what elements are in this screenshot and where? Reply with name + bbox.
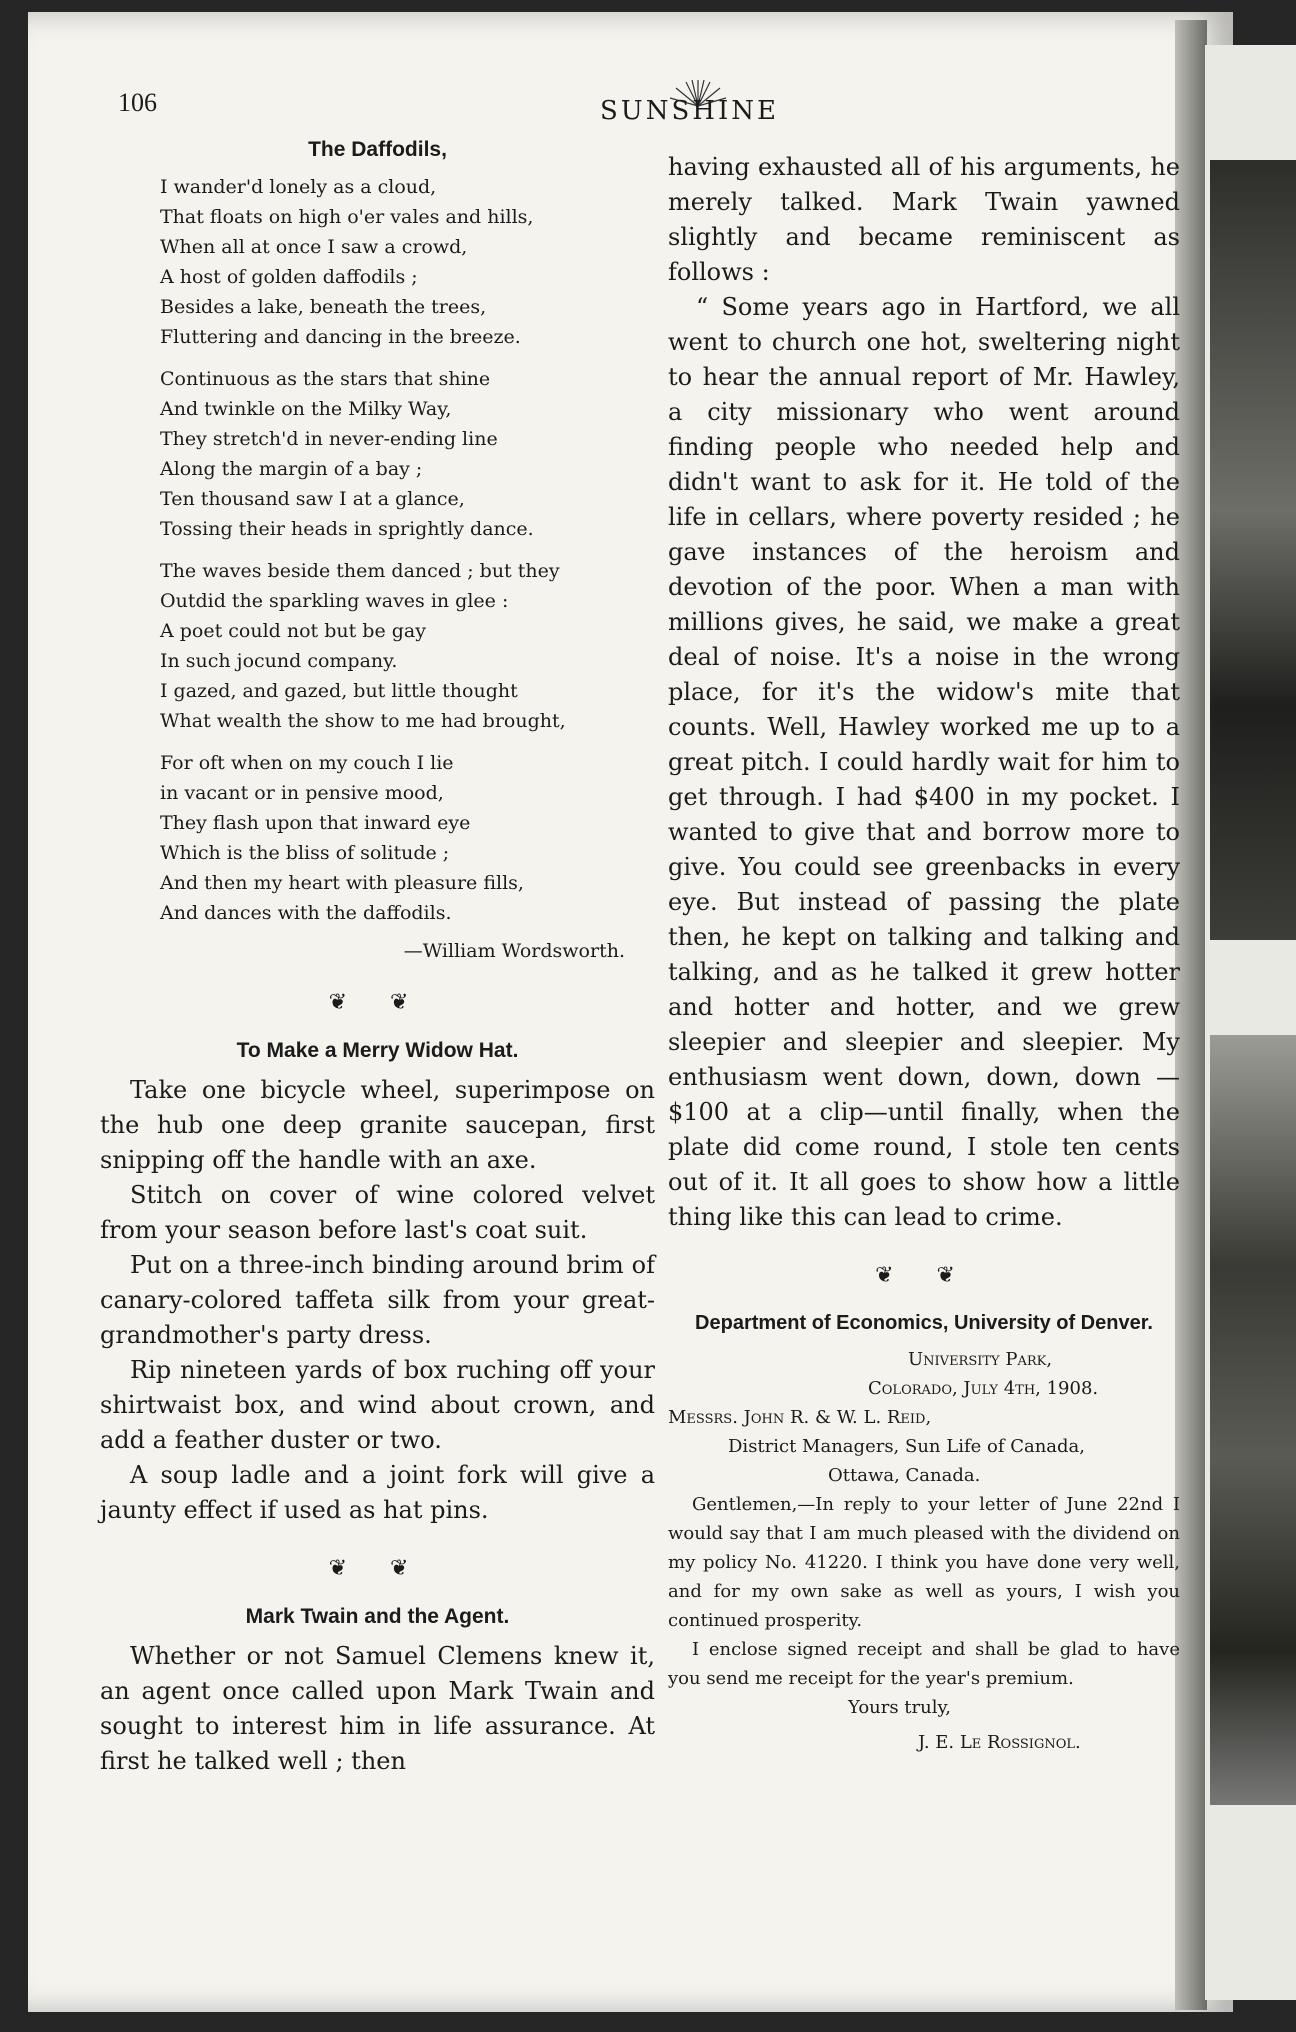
paragraph: I enclose signed receipt and shall be glad to have you send me receipt for the year's premium. [668,1639,1180,1689]
letter-body [668,1490,1180,1693]
letter-signature: J. E. Le Rossignol. [918,1732,1081,1753]
page-number: 106 [118,88,157,117]
facing-photo-bottom [1210,1035,1296,1805]
poem-line: I wander'd lonely as a cloud, [160,176,437,198]
section-ornament: ❦ ❦ [328,990,427,1015]
poem-line: The waves beside them danced ; but they [160,560,560,582]
poem-line: That floats on high o'er vales and hills, [160,206,534,228]
poem-line: Fluttering and dancing in the breeze. [160,326,521,348]
widow-hat-body [100,1073,655,1528]
paragraph: Rip nineteen yards of box ruching off your shirtwaist box, and wind about crown, and add a feather duster or two. [100,1356,655,1454]
poem-line: A poet could not but be gay [160,620,426,642]
section-ornament: ❦ ❦ [328,1556,427,1581]
poem-line: Outdid the sparkling waves in glee : [160,590,509,612]
poem-attribution: —William Wordsworth. [403,940,625,962]
poem-line: They stretch'd in never-ending line [160,428,498,450]
poem-line: And then my heart with pleasure fills, [160,872,524,894]
letter-recipient-city: Ottawa, Canada. [828,1465,981,1486]
letter-closing: Yours truly, [848,1697,951,1718]
poem-line: When all at once I saw a crowd, [160,236,468,258]
poem-line: I gazed, and gazed, but little thought [160,680,518,702]
poem-line: In such jocund company. [160,650,398,672]
poem-line: Which is the bliss of solitude ; [160,842,450,864]
mark-twain-title: Mark Twain and the Agent. [245,1605,510,1628]
paragraph: Stitch on cover of wine colored velvet from your season before last's coat suit. [100,1181,655,1244]
paragraph: Gentlemen,—In reply to your letter of June 22nd I would say that I am much pleased with the dividend on my policy No. 41220. I think you have done very well, and for my own sake as well as yours, I wish you continued prosperity. [668,1494,1180,1631]
mark-twain-body-left [100,1639,655,1779]
poem-line: Along the margin of a bay ; [160,458,423,480]
poem-line: A host of golden daffodils ; [160,266,418,288]
poem-stanza [160,172,655,352]
poem-line: What wealth the show to me had brought, [160,710,566,732]
poem-stanza [160,748,655,928]
poem-line: Besides a lake, beneath the trees, [160,296,487,318]
section-ornament: ❦ ❦ [875,1263,973,1288]
letter-recipient-title: District Managers, Sun Life of Canada, [728,1436,1086,1457]
poem [160,172,655,928]
paragraph: A soup ladle and a joint fork will give a jaunty effect if used as hat pins. [100,1461,655,1524]
paragraph: “ Some years ago in Hartford, we all went to church one hot, sweltering night to hear the annual report of Mr. Hawley, a city missionary who went around finding people who needed help and didn't want to ask for it. He told of the life in cellars, where poverty resided ; he gave instances of the heroism and devotion of the poor. When a man with millions gives, he said, we make a great deal of noise. It's a noise in the wrong place, for it's the widow's mite that counts. Well, Hawley worked me up to a great pitch. I could hardly wait for him to get through. I had $400 in my pocket. I wanted to give that and borrow more to give. You could see greenbacks in every eye. But instead of passing the plate then, he kept on talking and talking and talking, and as he talked it grew hotter and hotter and hotter, and we grew sleepier and sleepier and sleepier. My enthusiasm went down, down, down —$100 at a clip—until finally, when the plate did come round, I stole ten cents out of it. It all goes to show how a little thing like this can lead to crime. [668,293,1180,1231]
paragraph: Whether or not Samuel Clemens knew it, an agent once called upon Mark Twain and sought to interest him in life assurance. At first he talked well ; then [100,1642,655,1775]
widow-hat-title: To Make a Merry Widow Hat. [236,1039,519,1062]
poem-line: They flash upon that inward eye [160,812,471,834]
poem-stanza [160,556,655,736]
poem-line: Ten thousand saw I at a glance, [160,488,465,510]
poem-line: And twinkle on the Milky Way, [160,398,452,420]
left-column [100,138,655,1779]
paragraph: Put on a three-inch binding around brim of canary-colored taffeta silk from your great-grandmother's party dress. [100,1251,655,1349]
letter-recipient: Messrs. John R. & W. L. Reid, [668,1407,932,1428]
letter-address: University Park, [908,1349,1053,1370]
poem-line: Tossing their heads in sprightly dance. [160,518,534,540]
daffodils-title: The Daffodils, [308,138,447,161]
poem-line: And dances with the daffodils. [160,902,452,924]
poem-line: For oft when on my couch I lie [160,752,454,774]
letter [668,1345,1180,1757]
masthead: SUNSHINE [600,96,779,126]
letter-date: Colorado, July 4th, 1908. [868,1378,1099,1399]
poem-stanza [160,364,655,544]
poem-line: Continuous as the stars that shine [160,368,491,390]
letter-title: Department of Economics, University of Denver. [695,1312,1153,1334]
paragraph: Take one bicycle wheel, superimpose on the hub one deep granite saucepan, first snipping off the handle with an axe. [100,1076,655,1174]
right-column [668,150,1180,1757]
poem-line: in vacant or in pensive mood, [160,782,444,804]
paragraph: having exhausted all of his arguments, he merely talked. Mark Twain yawned slightly and became reminiscent as follows : [668,153,1180,286]
facing-photo-top [1210,160,1296,940]
